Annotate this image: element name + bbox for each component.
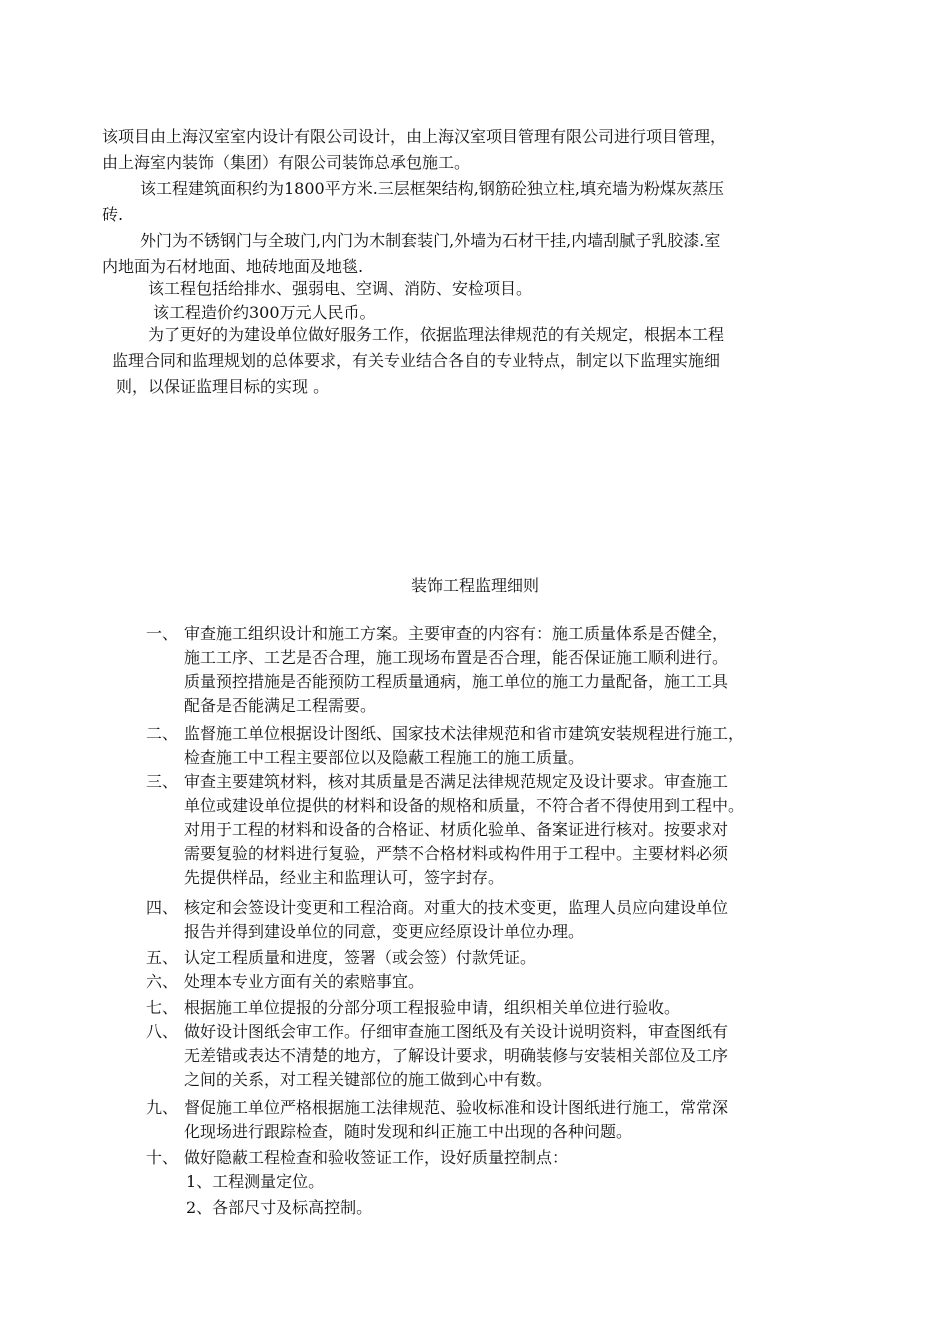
document-title: 装饰工程监理细则 (410, 576, 539, 595)
intro-paragraph-5: 该工程造价约300万元人民币。 (153, 303, 376, 322)
intro-paragraph-3: 外门为不锈钢门与全玻门,内门为木制套装门,外墙为石材干挂,内墙刮腻子乳胶漆.室 内地面为石材地面、地砖地面及地毯. (102, 231, 721, 276)
intro-paragraph-6: 为了更好的为建设单位做好服务工作，依据监理法律规范的有关规定，根据本工程 监理合同和监理规划的总体要求，有关专业结合各自的专业特点，制定以下监理实施细 则，以保证监理目标的实现 。 (112, 325, 725, 396)
intro-paragraph-4: 该工程包括给排水、强弱电、空调、消防、安检项目。 (148, 279, 533, 298)
intro-paragraph-2: 该工程建筑面积约为1800平方米.三层框架结构,钢筋砼独立柱,填充墙为粉煤灰蒸压 砖. (102, 179, 724, 224)
sub-item: 1、工程测量定位。 (186, 1172, 325, 1191)
sub-item: 2、各部尺寸及标高控制。 (186, 1198, 373, 1217)
document-page: 该项目由上海汉室室内设计有限公司设计，由上海汉室项目管理有限公司进行项目管理， 由上海室内装饰（集团）有限公司装饰总承包施工。 该工程建筑面积约为1800平方米.三层框架结构,钢筋砼独立柱,填充墙为粉煤灰蒸压 砖. 外门为不锈钢门与全玻门,内门为木制套装门,外墙为石材干挂,内墙刮腻子乳胶漆.室 内地面为石材地面、地砖地面及地毯. 该工程包括给排水、强弱电、空调、消防、安检项目。 该工程造价约300万元人民币。 为了更好的为建设单位做好服务工作，依据监理法律规范的有关规定，根据本工程 监理合同和监理规划的总体要求，有关专业结合各自的专业特点，制定以下监理实施细 则，以保证监理目标的实现 。 装饰工程监理细则 一、 审查施工组织设计和施工方案。主要审查的内容有：施工质量体系是否健全， 施工工序、工艺是否合理，施工现场布置是否合理，能否保证施工顺利进行。 质量预控措施是否能预防工程质量通病，施工单位的施工力量配备，施工工具 配备是否能满足工程需要。 二、 监督施工单位根据设计图纸、国家技术法律规范和省市建筑安装规程进行施工， 检查施工中工程主要部位以及隐蔽工程施工的施工质量。 三、 审查主要建筑材料，核对其质量是否满足法律规范规定及设计要求。审查施工 单位或建设单位提供的材料和设备的规格和质量，不符合者不得使用到工程中。 对用于工程的材料和设备的合格证、材质化验单、备案证进行核对。按要求对 需要复验的材料进行复验，严禁不合格材料或构件用于工程中。主要材料必须 先提供样品，经业主和监理认可，签字封存。 四、 核定和会签设计变更和工程洽商。对重大的技术变更，监理人员应向建设单位 报告并得到建设单位的同意，变更应经原设计单位办理。 五、 认定工程质量和进度，签署（或会签）付款凭证。 六、 处理本专业方面有关的索赔事宜。 七、 根据施工单位提报的分部分项工程报验申请，组织相关单位进行验收。 八、 做好设计图纸会审工作。仔细审查施工图纸及有关设计说明资料，审查图纸有 无差错或表达不清楚的地方，了解设计要求，明确装修与安装相关部位及工序 之间的关系，对工程关键部位的施工做到心中有数。 九、 督促施工单位严格根据施工法律规范、验收标准和设计图纸进行施工，常常深 化现场进行跟踪检查，随时发现和纠正施工中出现的各种问题。 十、 做好隐蔽工程检查和验收签证工作，设好质量控制点： 1、工程测量定位。 2、各部尺寸及标高控制。 (0, 0, 950, 1344)
intro-paragraph-1: 该项目由上海汉室室内设计有限公司设计，由上海汉室项目管理有限公司进行项目管理， 由上海室内装饰（集团）有限公司装饰总承包施工。 (102, 127, 727, 172)
